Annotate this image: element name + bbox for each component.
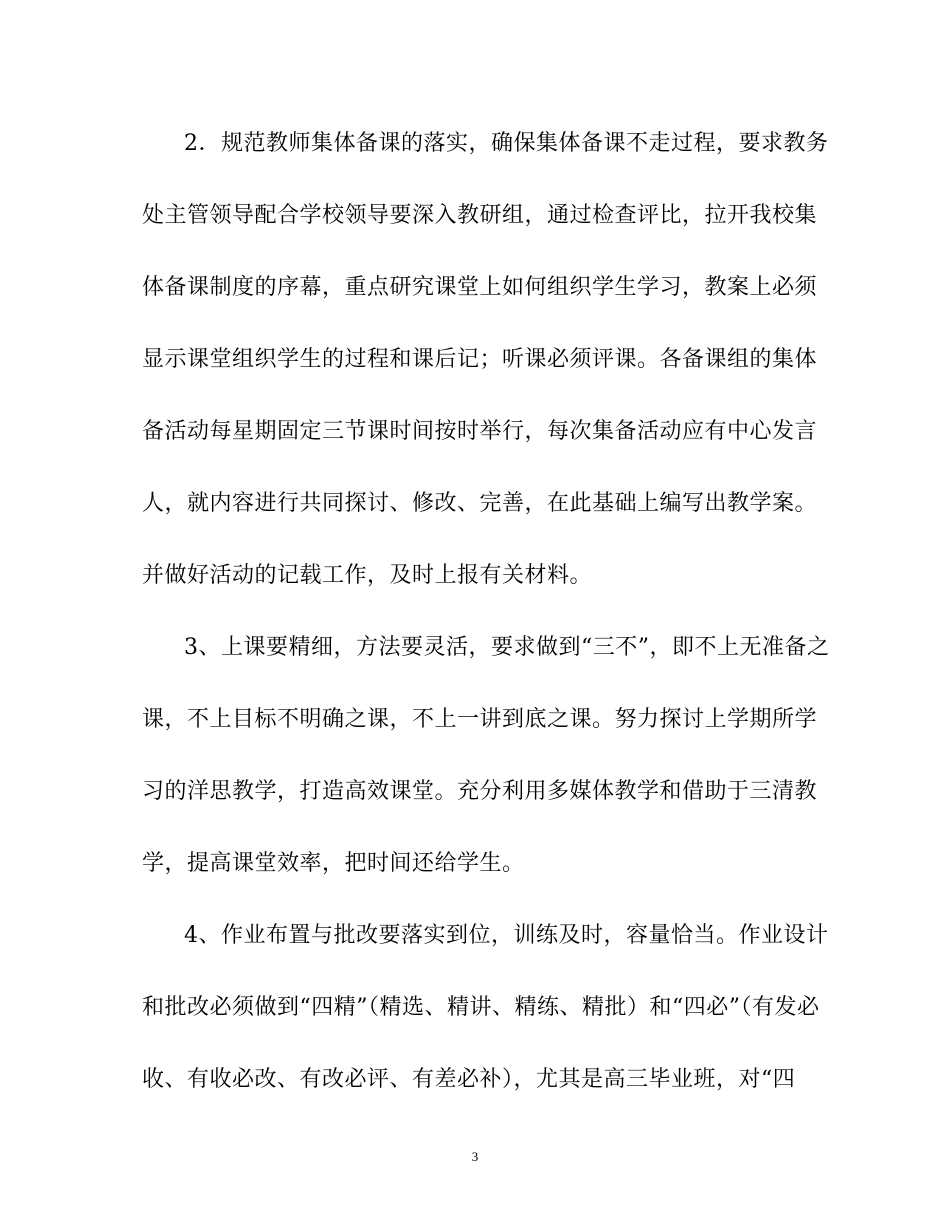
paragraph-4-line-1: 4、作业布置与批改要落实到位，训练及时，容量恰当。作业设计 xyxy=(184,923,829,948)
paragraph-2-line-5: 备活动每星期固定三节课时间按时举行，每次集备活动应有中心发言 xyxy=(142,419,818,444)
page-number: 3 xyxy=(471,1149,479,1164)
paragraph-2-line-6: 人，就内容进行共同探讨、修改、完善，在此基础上编写出教学案。 xyxy=(142,491,818,516)
paragraph-2-line-7: 并做好活动的记载工作，及时上报有关材料。 xyxy=(142,563,593,588)
paragraph-4-line-2: 和批改必须做到“四精”（精选、精讲、精练、精批）和“四必”（有发必 xyxy=(142,995,820,1020)
paragraph-3-line-3: 习的洋思教学，打造高效课堂。充分利用多媒体教学和借助于三清教 xyxy=(142,779,818,804)
paragraph-3-line-1: 3、上课要精细，方法要灵活，要求做到“三不”，即不上无准备之 xyxy=(184,635,830,660)
paragraph-3-line-2: 课，不上目标不明确之课，不上一讲到底之课。努力探讨上学期所学 xyxy=(142,707,818,732)
paragraph-2-line-2: 处主管领导配合学校领导要深入教研组，通过检查评比，拉开我校集 xyxy=(142,203,818,228)
paragraph-2-line-1: 2．规范教师集体备课的落实，确保集体备课不走过程，要求教务 xyxy=(184,131,829,156)
paragraph-2-line-4: 显示课堂组织学生的过程和课后记；听课必须评课。各备课组的集体 xyxy=(142,347,818,372)
paragraph-2-line-3: 体备课制度的序幕，重点研究课堂上如何组织学生学习，教案上必须 xyxy=(142,275,818,300)
paragraph-4-line-3: 收、有收必改、有改必评、有差必补），尤其是高三毕业班，对“四 xyxy=(142,1067,796,1092)
paragraph-3-line-4: 学，提高课堂效率，把时间还给学生。 xyxy=(142,851,525,876)
